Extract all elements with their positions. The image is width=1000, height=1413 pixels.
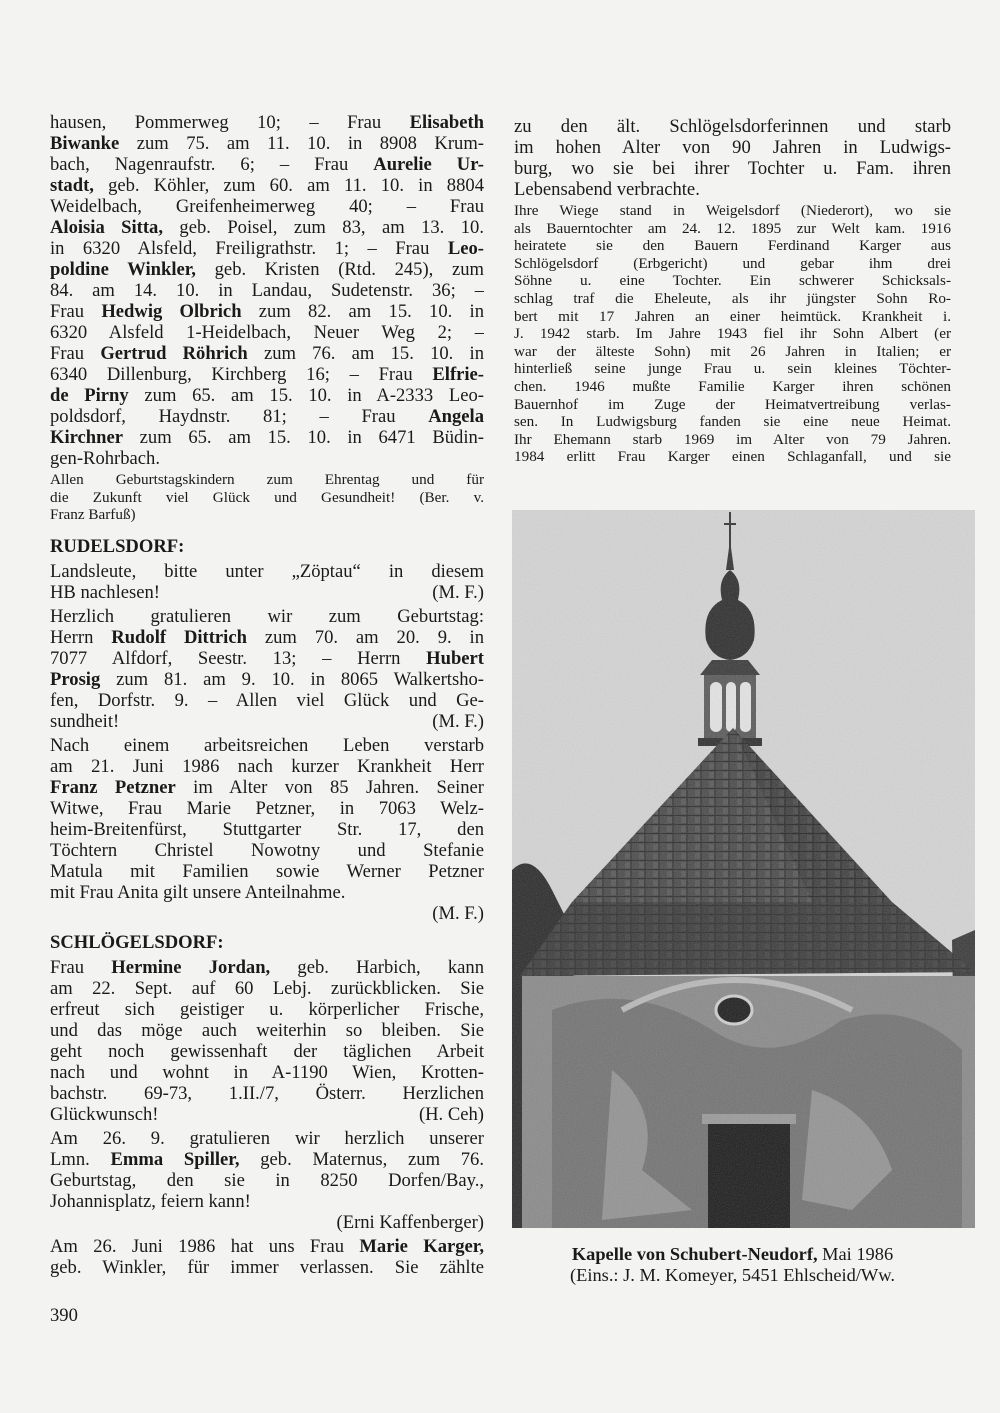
text-line xyxy=(50,957,484,978)
bold-name: Hermine Jordan, xyxy=(111,957,271,978)
text-line xyxy=(50,427,484,448)
text: am 22. Sept. auf 60 Lebj. zurückblicken. Sie xyxy=(50,978,484,999)
text: poldsdorf, Haydnstr. 81; – Frau xyxy=(50,406,429,427)
text-line xyxy=(50,1236,484,1257)
text: im Alter von 85 Jahren. Seiner xyxy=(175,777,484,798)
text-line xyxy=(50,903,484,924)
text-line xyxy=(514,396,951,414)
paragraph xyxy=(50,1128,484,1233)
text-line xyxy=(50,175,484,196)
bold-name: Biwanke xyxy=(50,133,120,154)
text-line xyxy=(514,308,951,326)
section-heading xyxy=(50,536,484,557)
text: geb. Kristen (Rtd. 245), zum xyxy=(195,259,484,280)
text: Herrn xyxy=(50,627,112,648)
text: Allen Geburtstagskindern zum Ehrentag und für xyxy=(50,471,484,488)
caption-credit: (Eins.: J. M. Komeyer, 5451 Ehlscheid/Ww. xyxy=(570,1265,895,1285)
text: Ihr Ehemann starb 1969 im Alter von 79 Jahren. xyxy=(514,430,951,448)
line-text xyxy=(514,343,951,360)
line-text xyxy=(50,489,484,506)
text: Töchtern Christel Nowotny und Stefanie xyxy=(50,840,484,861)
text: die Zukunft viel Glück und Gesundheit! (Ber. v. xyxy=(50,488,484,506)
text-line xyxy=(50,448,484,469)
text-line xyxy=(50,1149,484,1170)
text-line xyxy=(514,202,951,220)
text-line xyxy=(50,627,484,648)
line-text xyxy=(50,175,484,196)
bold-name: Elfrie- xyxy=(432,364,484,385)
line-text xyxy=(50,1149,484,1170)
text: geht noch gewissenhaft der täglichen Arbeit xyxy=(50,1041,484,1062)
text-line xyxy=(514,255,951,273)
text-line xyxy=(50,1170,484,1191)
line-text xyxy=(50,217,484,238)
line-text xyxy=(50,798,484,819)
text: erfreut sich geistiger u. körperlicher Frische, xyxy=(50,999,484,1020)
line-text xyxy=(514,158,951,179)
text-line xyxy=(50,1041,484,1062)
text: J. 1942 starb. Im Jahre 1943 fiel ihr Sohn Albert (er xyxy=(514,325,951,343)
text: 7077 Alfdorf, Seestr. 13; – Herrn xyxy=(50,648,427,669)
text-line xyxy=(514,137,951,158)
text-line xyxy=(50,798,484,819)
text: Frau xyxy=(50,301,102,322)
text: Matula mit Familien sowie Werner Petzner xyxy=(50,861,484,882)
text-line xyxy=(50,1104,484,1125)
text: Witwe, Frau Marie Petzner, in 7063 Welz- xyxy=(50,798,484,819)
text: war der älteste Sohn) mit 26 Jahren in Italien; er xyxy=(514,342,951,360)
text: zu den ält. Schlögelsdorferinnen und starb xyxy=(514,116,951,137)
text: und das möge auch weiterhin so bleiben. Sie xyxy=(50,1020,484,1041)
line-text xyxy=(50,756,484,777)
text-line xyxy=(50,606,484,627)
text: fen, Dorfstr. 9. – Allen viel Glück und Ge- xyxy=(50,690,484,711)
text: zum 82. am 15. 10. in xyxy=(241,301,484,322)
bold-name: RUDELSDORF: xyxy=(50,536,185,557)
text: geb. Maternus, zum 76. xyxy=(239,1149,484,1170)
text: Franz Barfuß) xyxy=(50,506,136,524)
text-line xyxy=(514,360,951,378)
text-line xyxy=(50,1083,484,1104)
line-text xyxy=(514,308,951,325)
text-group xyxy=(50,932,484,1278)
paragraph xyxy=(50,735,484,924)
text-line xyxy=(514,290,951,308)
text-line xyxy=(50,506,484,524)
text-line xyxy=(50,648,484,669)
chapel-photo xyxy=(512,510,975,1228)
bold-name: Kirchner xyxy=(50,427,123,448)
text: Am 26. Juni 1986 hat uns Frau xyxy=(50,1236,360,1257)
line-text xyxy=(514,448,951,465)
text: Glückwunsch! xyxy=(50,1104,159,1125)
text: Weidelbach, Greifenheimerweg 40; – Frau xyxy=(50,196,484,217)
text: zum 76. am 15. 10. in xyxy=(247,343,484,364)
text-line xyxy=(50,217,484,238)
author-signature: (H. Ceh) xyxy=(418,1104,484,1125)
text-line xyxy=(50,364,484,385)
text-line xyxy=(50,882,484,903)
paragraph xyxy=(50,561,484,603)
text: Ihre Wiege stand in Weigelsdorf (Niederort), wo sie xyxy=(514,202,951,219)
paragraph xyxy=(50,1236,484,1278)
text-line xyxy=(514,158,951,179)
text-line xyxy=(50,582,484,603)
line-text xyxy=(50,133,484,154)
paragraph xyxy=(50,112,484,469)
text-group xyxy=(514,116,951,466)
text: Am 26. 9. gratulieren wir herzlich unserer xyxy=(50,1128,484,1149)
text: zum 70. am 20. 9. in xyxy=(246,627,484,648)
bold-name: Prosig xyxy=(50,669,101,690)
text-line xyxy=(50,840,484,861)
text-line xyxy=(50,756,484,777)
line-text xyxy=(50,882,345,903)
caption-date: Mai 1986 xyxy=(817,1244,894,1264)
text: zum 65. am 15. 10. in A-2333 Leo- xyxy=(128,385,484,406)
text-line xyxy=(50,238,484,259)
line-text xyxy=(514,220,951,237)
line-text xyxy=(50,448,160,469)
author-signature: (Erni Kaffenberger) xyxy=(336,1212,484,1233)
line-text xyxy=(50,1257,484,1278)
text-line xyxy=(50,259,484,280)
text: geb. Köhler, zum 60. am 11. 10. in 8804 xyxy=(93,175,484,196)
text-line xyxy=(50,385,484,406)
bold-name: Elisabeth xyxy=(409,112,484,133)
line-text xyxy=(50,536,184,557)
text: 84. am 14. 10. in Landau, Sudetenstr. 36; – xyxy=(50,280,484,301)
text: Lebensabend verbrachte. xyxy=(514,179,700,200)
line-text xyxy=(50,840,484,861)
text-line xyxy=(50,536,484,557)
bold-name: Gertrud Röhrich xyxy=(100,343,248,364)
text-line xyxy=(50,978,484,999)
text: Lmn. xyxy=(50,1149,111,1170)
text-group xyxy=(50,536,484,924)
text-line xyxy=(50,1191,484,1212)
section-heading xyxy=(50,932,484,953)
bold-name: Rudolf Dittrich xyxy=(111,627,247,648)
text-line xyxy=(50,1212,484,1233)
text-line xyxy=(514,237,951,255)
text-line xyxy=(50,711,484,732)
text-line xyxy=(50,999,484,1020)
line-text xyxy=(514,137,951,158)
text: Söhne u. eine Tochter. Ein schwerer Schicksals- xyxy=(514,272,951,290)
bold-name: stadt, xyxy=(50,175,94,196)
text: in 6320 Alsfeld, Freiligrathstr. 1; – Frau xyxy=(50,238,448,259)
line-text xyxy=(514,272,951,289)
bold-name: SCHLÖGELSDORF: xyxy=(50,932,224,953)
bold-name: Angela xyxy=(428,406,484,427)
line-text xyxy=(50,777,484,798)
text: Geburtstag, den sie in 8250 Dorfen/Bay., xyxy=(50,1170,484,1191)
text: bach, Nagenraufstr. 6; – Frau xyxy=(50,154,374,175)
text: mit Frau Anita gilt unsere Anteilnahme. xyxy=(50,882,346,903)
text-line xyxy=(50,735,484,756)
bold-name: Emma Spiller, xyxy=(110,1149,240,1170)
text-line xyxy=(514,220,951,238)
line-text xyxy=(50,112,484,133)
line-text xyxy=(432,903,484,924)
text: sen. In Ludwigsburg fanden sie eine neue Heimat. xyxy=(514,413,951,431)
author-signature: (M. F.) xyxy=(432,582,484,603)
text: zum 81. am 9. 10. in 8065 Walkertsho- xyxy=(100,669,484,690)
text-line xyxy=(50,133,484,154)
line-text xyxy=(514,255,951,272)
text-line xyxy=(50,819,484,840)
text: geb. Poisel, zum 83, am 13. 10. xyxy=(163,217,484,238)
text: HB nachlesen! xyxy=(50,582,160,603)
text-line xyxy=(50,861,484,882)
text: schlag traf die Eheleute, als ihr jüngster Sohn Ro- xyxy=(514,289,951,307)
text: heim-Breitenfürst, Stuttgarter Str. 17, den xyxy=(50,819,484,840)
text: geb. Harbich, kann xyxy=(270,957,484,978)
line-text xyxy=(50,301,484,322)
text: im hohen Alter von 90 Jahren in Ludwigs- xyxy=(514,137,951,158)
page-number: 390 xyxy=(50,1305,78,1326)
text-line xyxy=(50,489,484,507)
text-line xyxy=(50,932,484,953)
text-line xyxy=(50,322,484,343)
text-line xyxy=(514,116,951,137)
text: bachstr. 69-73, 1.II./7, Österr. Herzlichen xyxy=(50,1083,484,1104)
text-line xyxy=(514,431,951,449)
text: hausen, Pommerweg 10; – Frau xyxy=(50,112,410,133)
bold-name: Franz Petzner xyxy=(50,777,176,798)
text: Frau xyxy=(50,957,112,978)
text: zum 75. am 11. 10. in 8908 Krum- xyxy=(119,133,484,154)
line-text xyxy=(514,378,951,395)
photo-caption xyxy=(505,1244,960,1286)
text-line xyxy=(50,471,484,489)
line-text xyxy=(50,861,484,882)
line-text xyxy=(50,1041,484,1062)
line-text xyxy=(50,957,484,978)
line-text xyxy=(514,396,951,413)
line-text xyxy=(50,606,484,627)
caption-title: Kapelle von Schubert-Neudorf, xyxy=(571,1244,818,1264)
text: hinterließ seine junge Frau u. sein kleines Töchter- xyxy=(514,360,951,378)
line-text xyxy=(50,690,484,711)
line-text xyxy=(50,582,160,603)
text-line xyxy=(50,112,484,133)
line-text xyxy=(337,1212,484,1233)
text: Herzlich gratulieren wir zum Geburtstag: xyxy=(50,606,484,627)
line-text xyxy=(514,360,951,377)
line-text xyxy=(50,669,484,690)
line-text xyxy=(50,506,136,523)
text: Nach einem arbeitsreichen Leben verstarb xyxy=(50,735,484,756)
bold-name: Aloisia Sitta, xyxy=(50,217,164,238)
text-line xyxy=(50,1257,484,1278)
line-text xyxy=(50,1128,484,1149)
line-text xyxy=(50,1104,158,1125)
text: Frau xyxy=(50,343,101,364)
text-line xyxy=(50,1062,484,1083)
bold-name: Hedwig Olbrich xyxy=(101,301,242,322)
line-text xyxy=(50,196,484,217)
text-line xyxy=(514,343,951,361)
line-text xyxy=(50,322,484,343)
text-line xyxy=(514,325,951,343)
paragraph xyxy=(514,202,951,466)
text-line xyxy=(50,196,484,217)
text: geb. Winkler, für immer verlassen. Sie zählte xyxy=(50,1257,484,1278)
text: zum 65. am 15. 10. in 6471 Büdin- xyxy=(123,427,484,448)
bold-name: poldine Winkler, xyxy=(50,259,196,280)
line-text xyxy=(50,1170,484,1191)
paragraph xyxy=(514,116,951,200)
text-line xyxy=(50,1128,484,1149)
text: nach und wohnt in A-1190 Wien, Krotten- xyxy=(50,1062,484,1083)
line-text xyxy=(50,819,484,840)
line-text xyxy=(50,711,119,732)
text-line xyxy=(50,1020,484,1041)
bold-name: de Pirny xyxy=(50,385,129,406)
line-text xyxy=(50,427,484,448)
text-group xyxy=(50,112,484,524)
line-text xyxy=(514,179,700,200)
text-line xyxy=(50,280,484,301)
author-signature: (M. F.) xyxy=(432,711,484,732)
line-text xyxy=(514,202,951,219)
text-line xyxy=(514,378,951,396)
line-text xyxy=(514,431,951,448)
line-text xyxy=(514,290,951,307)
text: Landsleute, bitte unter „Zöptau“ in diesem xyxy=(50,561,484,582)
text: als Bauerntochter am 24. 12. 1895 zur Welt kam. 1916 xyxy=(514,219,951,237)
line-text xyxy=(50,1083,484,1104)
text-line xyxy=(50,690,484,711)
text: Schlögelsdorf (Erbgericht) und gebar ihm drei xyxy=(514,254,951,272)
line-text xyxy=(50,978,484,999)
bold-name: Aurelie Ur- xyxy=(373,154,484,175)
text-line xyxy=(50,406,484,427)
line-text xyxy=(50,1236,484,1257)
line-text xyxy=(50,561,484,582)
text-line xyxy=(514,179,951,200)
line-text xyxy=(50,238,484,259)
text-line xyxy=(50,301,484,322)
text-line xyxy=(50,669,484,690)
text: heiratete sie den Bauern Ferdinand Karger aus xyxy=(514,237,951,255)
line-text xyxy=(50,648,484,669)
line-text xyxy=(50,280,484,301)
line-text xyxy=(50,627,484,648)
text: 6320 Alsfeld 1-Heidelbach, Neuer Weg 2; – xyxy=(50,322,484,343)
line-text xyxy=(50,932,224,953)
paragraph xyxy=(50,606,484,732)
line-text xyxy=(50,154,484,175)
bold-name: Hubert xyxy=(426,648,484,669)
line-text xyxy=(514,413,951,430)
text: 6340 Dillenburg, Kirchberg 16; – Frau xyxy=(50,364,433,385)
text: gen-Rohrbach. xyxy=(50,448,160,469)
text-line xyxy=(514,413,951,431)
line-text xyxy=(50,1062,484,1083)
line-text xyxy=(50,999,484,1020)
line-text xyxy=(50,1020,484,1041)
text: bert mit 17 Jahren an einer heimtück. Krankheit i. xyxy=(514,307,951,325)
line-text xyxy=(50,343,484,364)
text-line xyxy=(50,561,484,582)
line-text xyxy=(50,471,484,488)
text: burg, wo sie bei ihrer Tochter u. Fam. ihren xyxy=(514,158,951,179)
text-line xyxy=(50,343,484,364)
text: Johannisplatz, feiern kann! xyxy=(50,1191,251,1212)
text-line xyxy=(514,448,951,466)
line-text xyxy=(514,237,951,254)
bold-name: Marie Karger, xyxy=(359,1236,484,1257)
paragraph xyxy=(50,471,484,524)
text: Bauernhof im Zuge der Heimatvertreibung verlas- xyxy=(514,395,951,413)
line-text xyxy=(50,1191,251,1212)
line-text xyxy=(50,735,484,756)
text: 1984 erlitt Frau Karger einen Schlaganfall, und sie xyxy=(514,448,951,466)
line-text xyxy=(514,325,951,342)
text-line xyxy=(50,154,484,175)
text-line xyxy=(514,272,951,290)
text-line xyxy=(50,777,484,798)
author-signature: (M. F.) xyxy=(432,903,484,924)
bold-name: Leo- xyxy=(447,238,484,259)
text: chen. 1946 mußte Familie Karger ihren schönen xyxy=(514,377,951,395)
line-text xyxy=(50,385,484,406)
text: sundheit! xyxy=(50,711,120,732)
line-text xyxy=(514,116,951,137)
text: am 21. Juni 1986 nach kurzer Krankheit Herr xyxy=(50,756,484,777)
paragraph xyxy=(50,957,484,1125)
line-text xyxy=(50,364,484,385)
line-text xyxy=(50,259,484,280)
line-text xyxy=(50,406,484,427)
